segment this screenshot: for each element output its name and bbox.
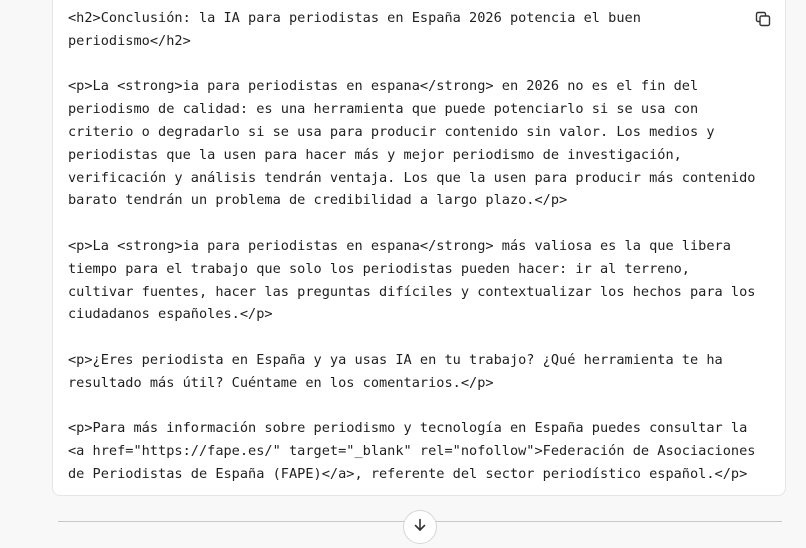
code-content[interactable]: <h2>Conclusión: la IA para periodistas en España 2026 potencia el buen periodismo</h2> <p>La <strong>ia para periodistas en espana</strong> en 2026 no es el fin del periodismo de calidad: es una herramienta que puede potenciarlo si se usa con criterio o degradarlo si se usa para producir contenido sin valor. Los medios y periodistas que la usen para hacer más y mejor periodismo de investigación, verificación y análisis tendrán ventaja. Los que la usen para producir más contenido barato tendrán un problema de credibilidad a largo plazo.</p> <p>La <strong>ia para periodistas en espana</strong> más valiosa es la que libera tiempo para el trabajo que solo los periodistas pueden hacer: ir al terreno, cultivar fuentes, hacer las preguntas difíciles y contextualizar los hechos para los ciudadanos españoles.</p> <p>¿Eres periodista en España y ya usas IA en tu trabajo? ¿Qué herramienta te ha resultado más útil? Cuéntame en los comentarios.</p> <p>Para más información sobre periodismo y tecnología en España puedes consultar la <a href="https://fape.es/" target="_blank" rel="nofollow">Federación de Asociaciones de Periodistas de España (FAPE)</a>, referente del sector periodístico español.</p> — [68, 10, 756, 482]
copy-button[interactable] — [753, 11, 773, 31]
code-block — [52, 0, 786, 496]
arrow-down-icon — [412, 517, 428, 537]
copy-icon — [755, 11, 771, 31]
scroll-to-bottom-button[interactable] — [403, 510, 437, 544]
